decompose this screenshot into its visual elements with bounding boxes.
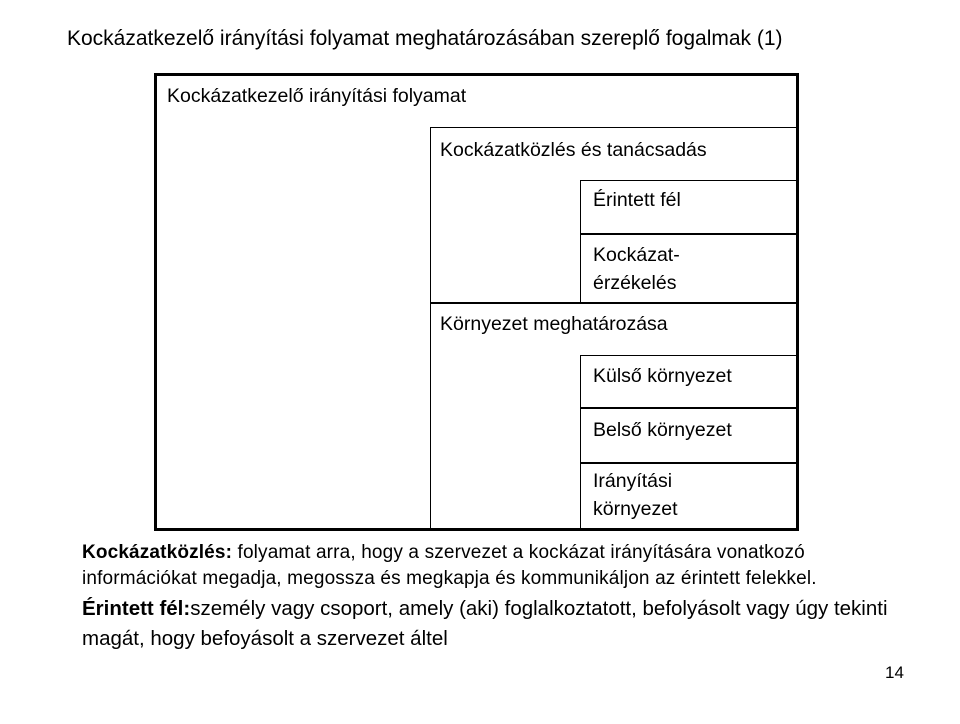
page-number: 14 — [885, 663, 904, 682]
definition-text: folyamat arra, hogy a szervezet a kockázat irányítására vonatkozó információkat megadja, megossza és megkapja és kommunikáljon az érintett felekkel. — [82, 542, 817, 589]
definition-term: Érintett fél: — [82, 597, 191, 620]
label-internal-context: Belső környezet — [593, 419, 732, 441]
label-stakeholder: Érintett fél — [593, 189, 681, 211]
definition-stakeholder — [82, 594, 902, 654]
definitions — [82, 540, 902, 654]
label-risk-communication: Kockázatközlés és tanácsadás — [440, 139, 707, 161]
label-external-context: Külső környezet — [593, 365, 732, 387]
divider-stakeholder — [580, 233, 799, 235]
divider-internal — [580, 407, 799, 409]
label-governance-context: Irányítási környezet — [593, 470, 678, 520]
divider-context — [430, 302, 799, 304]
label-risk-management-process: Kockázatkezelő irányítási folyamat — [167, 85, 467, 107]
definition-term: Kockázatközlés: — [82, 542, 233, 563]
label-context: Környezet meghatározása — [440, 313, 668, 335]
label-risk-perception: Kockázat- érzékelés — [593, 244, 680, 294]
divider-governance — [580, 462, 799, 464]
slide-title: Kockázatkezelő irányítási folyamat meghatározásában szereplő fogalmak (1) — [67, 27, 783, 50]
definition-text: személy vagy csoport, amely (aki) foglalkoztatott, befolyásolt vagy úgy tekinti magát, hogy befoyásolt a szervezet áltel — [82, 597, 888, 650]
definition-risk-communication — [82, 540, 902, 592]
